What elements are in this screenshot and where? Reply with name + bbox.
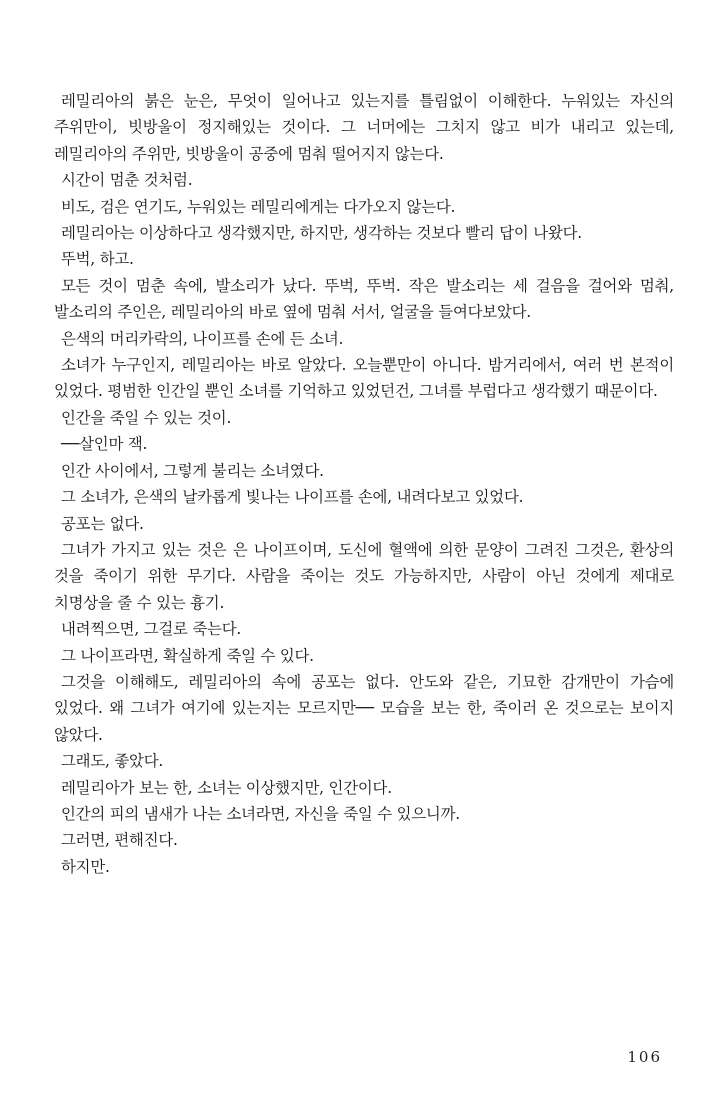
paragraph: 모든 것이 멈춘 속에, 발소리가 났다. 뚜벅, 뚜벅. 작은 발소리는 세 걸음을 걸어와 멈춰, 발소리의 주인은, 레밀리아의 바로 옆에 멈춰 서서, 얼굴을 들여다보았다. xyxy=(54,276,674,322)
paragraph: 인간을 죽일 수 있는 것이. xyxy=(61,408,232,427)
paragraph: 그것을 이해해도, 레밀리아의 속에 공포는 없다. 안도와 같은, 기묘한 감개만이 가슴에 있었다. 왜 그녀가 여기에 있는지는 모르지만── 모습을 보는 한, 죽이러 온 것으로는 보이지 않았다. xyxy=(54,672,674,744)
paragraph: 하지만. xyxy=(61,857,110,876)
paragraph: 공포는 없다. xyxy=(61,514,144,533)
paragraph: 레밀리아는 이상하다고 생각했지만, 하지만, 생각하는 것보다 빨리 답이 나왔다. xyxy=(61,224,582,243)
paragraph: 그 소녀가, 은색의 날카롭게 빛나는 나이프를 손에, 내려다보고 있었다. xyxy=(61,488,524,507)
paragraph: 시간이 멈춘 것처럼. xyxy=(61,171,193,190)
paragraph: 레밀리아의 붉은 눈은, 무엇이 일어나고 있는지를 틀림없이 이해한다. 누워있는 자신의 주위만이, 빗방울이 정지해있는 것이다. 그 너머에는 그치지 않고 비가 내리고 있는데, 레밀리아의 주위만, 빗방울이 공중에 멈춰 떨어지지 않는다. xyxy=(54,92,674,163)
paragraph: 인간 사이에서, 그렇게 불리는 소녀였다. xyxy=(61,461,324,480)
body-text xyxy=(54,88,674,880)
paragraph: ──살인마 잭. xyxy=(61,435,148,454)
paragraph: 내려찍으면, 그걸로 죽는다. xyxy=(61,620,242,639)
paragraph: 그녀가 가지고 있는 것은 은 나이프이며, 도신에 혈액에 의한 문양이 그려진 그것은, 환상의 것을 죽이기 위한 무기다. 사람을 죽이는 것도 가능하지만, 사람이 아닌 것에게 제대로 치명상을 줄 수 있는 흉기. xyxy=(54,540,674,612)
paragraph: 비도, 검은 연기도, 누워있는 레밀리에게는 다가오지 않는다. xyxy=(61,197,456,216)
page-number: 106 xyxy=(627,1048,662,1066)
paragraph: 인간의 피의 냄새가 나는 소녀라면, 자신을 죽일 수 있으니까. xyxy=(61,804,460,823)
paragraph: 뚜벅, 하고. xyxy=(61,250,134,269)
paragraph: 소녀가 누구인지, 레밀리아는 바로 알았다. 오늘뿐만이 아니다. 밤거리에서, 여러 번 본적이 있었다. 평범한 인간일 뿐인 소녀를 기억하고 있었던건, 그녀를 부럽다고 생각했기 때문이다. xyxy=(54,356,674,401)
paragraph: 은색의 머리카락의, 나이프를 손에 든 소녀. xyxy=(61,329,344,348)
paragraph: 그 나이프라면, 확실하게 죽일 수 있다. xyxy=(61,646,314,665)
paragraph: 레밀리아가 보는 한, 소녀는 이상했지만, 인간이다. xyxy=(61,778,392,797)
paragraph: 그래도, 좋았다. xyxy=(61,752,164,771)
paragraph: 그러면, 편해진다. xyxy=(61,831,178,850)
